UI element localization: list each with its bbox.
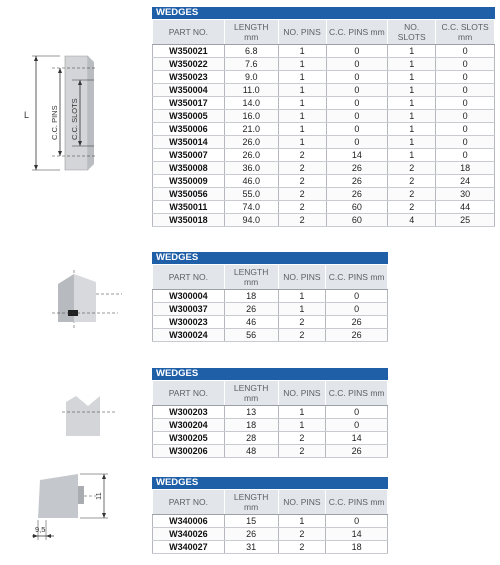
table-cell: 11.0 bbox=[224, 84, 278, 97]
table-row bbox=[153, 541, 388, 554]
table-cell: 1 bbox=[278, 303, 326, 316]
section-title: WEDGES bbox=[152, 7, 495, 19]
column-header: NO. PINS bbox=[278, 381, 326, 406]
table-cell: 0 bbox=[326, 97, 388, 110]
table-row bbox=[153, 303, 388, 316]
table-row bbox=[153, 528, 388, 541]
column-header: LENGTH mm bbox=[224, 20, 278, 45]
table-cell: 26.0 bbox=[224, 149, 278, 162]
table-cell: 14 bbox=[326, 528, 388, 541]
table-cell: 55.0 bbox=[224, 188, 278, 201]
table-cell: 0 bbox=[436, 58, 495, 71]
part-number-cell: W350021 bbox=[153, 45, 225, 58]
height-label: 11 bbox=[94, 492, 103, 500]
table-cell: 14 bbox=[326, 432, 388, 445]
table-cell: 18 bbox=[326, 541, 388, 554]
wedge-drawing-4 bbox=[32, 470, 132, 545]
table-cell: 26 bbox=[326, 316, 388, 329]
table-cell: 0 bbox=[326, 419, 388, 432]
table-cell: 48 bbox=[224, 445, 278, 458]
table-cell: 1 bbox=[278, 110, 326, 123]
data-table bbox=[152, 264, 388, 342]
table-cell: 1 bbox=[278, 515, 326, 528]
part-number-cell: W350022 bbox=[153, 58, 225, 71]
table-cell: 1 bbox=[278, 45, 326, 58]
table-row bbox=[153, 149, 495, 162]
table-row bbox=[153, 175, 495, 188]
table-cell: 26 bbox=[326, 445, 388, 458]
table-cell: 60 bbox=[326, 214, 388, 227]
part-number-cell: W350014 bbox=[153, 136, 225, 149]
table-cell: 0 bbox=[326, 110, 388, 123]
table-cell: 0 bbox=[326, 123, 388, 136]
table-cell: 18 bbox=[224, 419, 278, 432]
table-cell: 2 bbox=[278, 162, 326, 175]
table-header bbox=[153, 490, 388, 515]
table-cell: 2 bbox=[388, 201, 436, 214]
table-cell: 1 bbox=[278, 419, 326, 432]
part-number-cell: W350017 bbox=[153, 97, 225, 110]
table-cell: 1 bbox=[278, 84, 326, 97]
table-cell: 0 bbox=[326, 406, 388, 419]
table-cell: 1 bbox=[278, 71, 326, 84]
table-cell: 0 bbox=[436, 136, 495, 149]
table-cell: 18 bbox=[224, 290, 278, 303]
table-cell: 0 bbox=[326, 58, 388, 71]
table-cell: 44 bbox=[436, 201, 495, 214]
table-row bbox=[153, 290, 388, 303]
cc-pins-label: C.C. PINS bbox=[50, 105, 59, 140]
column-header: LENGTH mm bbox=[224, 490, 278, 515]
table-header bbox=[153, 20, 495, 45]
part-number-cell: W350004 bbox=[153, 84, 225, 97]
table-cell: 1 bbox=[388, 149, 436, 162]
table-row bbox=[153, 188, 495, 201]
table-cell: 30 bbox=[436, 188, 495, 201]
column-header: C.C. PINS mm bbox=[326, 381, 388, 406]
part-number-cell: W350007 bbox=[153, 149, 225, 162]
table-cell: 0 bbox=[326, 45, 388, 58]
table-cell: 1 bbox=[278, 97, 326, 110]
table-cell: 36.0 bbox=[224, 162, 278, 175]
table-cell: 0 bbox=[326, 84, 388, 97]
table-cell: 1 bbox=[278, 58, 326, 71]
table-row bbox=[153, 316, 388, 329]
table-cell: 1 bbox=[388, 136, 436, 149]
table-cell: 26 bbox=[224, 303, 278, 316]
column-header: NO. PINS bbox=[278, 20, 326, 45]
table-cell: 60 bbox=[326, 201, 388, 214]
table-cell: 28 bbox=[224, 432, 278, 445]
table-row bbox=[153, 110, 495, 123]
table-row bbox=[153, 58, 495, 71]
table-row bbox=[153, 162, 495, 175]
table-cell: 0 bbox=[436, 71, 495, 84]
table-cell: 16.0 bbox=[224, 110, 278, 123]
wedges-table-3 bbox=[152, 368, 388, 458]
table-cell: 1 bbox=[278, 290, 326, 303]
wedge-drawing-2 bbox=[48, 266, 128, 336]
table-cell: 0 bbox=[436, 149, 495, 162]
column-header: C.C. PINS mm bbox=[326, 20, 388, 45]
column-header: PART NO. bbox=[153, 20, 225, 45]
table-row bbox=[153, 84, 495, 97]
wedges-table-4 bbox=[152, 477, 388, 554]
table-body bbox=[153, 406, 388, 458]
table-row bbox=[153, 445, 388, 458]
table-cell: 2 bbox=[388, 188, 436, 201]
part-number-cell: W340026 bbox=[153, 528, 225, 541]
part-number-cell: W340006 bbox=[153, 515, 225, 528]
table-row bbox=[153, 123, 495, 136]
table-cell: 26 bbox=[224, 528, 278, 541]
table-cell: 24 bbox=[436, 175, 495, 188]
table-row bbox=[153, 419, 388, 432]
table-cell: 74.0 bbox=[224, 201, 278, 214]
table-cell: 46.0 bbox=[224, 175, 278, 188]
table-cell: 0 bbox=[436, 84, 495, 97]
table-cell: 0 bbox=[326, 290, 388, 303]
data-table bbox=[152, 380, 388, 458]
table-cell: 2 bbox=[278, 528, 326, 541]
table-cell: 0 bbox=[436, 45, 495, 58]
table-row bbox=[153, 515, 388, 528]
table-cell: 0 bbox=[436, 97, 495, 110]
table-cell: 0 bbox=[326, 303, 388, 316]
table-cell: 15 bbox=[224, 515, 278, 528]
wedge-drawing-1 bbox=[20, 48, 120, 178]
table-cell: 1 bbox=[388, 123, 436, 136]
part-number-cell: W300204 bbox=[153, 419, 225, 432]
column-header: C.C. PINS mm bbox=[326, 265, 388, 290]
table-cell: 26 bbox=[326, 188, 388, 201]
table-cell: 1 bbox=[388, 110, 436, 123]
table-row bbox=[153, 45, 495, 58]
table-cell: 2 bbox=[388, 175, 436, 188]
part-number-cell: W300205 bbox=[153, 432, 225, 445]
table-cell: 4 bbox=[388, 214, 436, 227]
table-cell: 2 bbox=[278, 541, 326, 554]
section-title: WEDGES bbox=[152, 252, 388, 264]
table-row bbox=[153, 406, 388, 419]
table-cell: 0 bbox=[436, 123, 495, 136]
table-cell: 0 bbox=[436, 110, 495, 123]
part-number-cell: W350006 bbox=[153, 123, 225, 136]
table-cell: 2 bbox=[278, 149, 326, 162]
table-cell: 1 bbox=[388, 58, 436, 71]
table-cell: 1 bbox=[388, 97, 436, 110]
wedge-drawing-3 bbox=[58, 390, 118, 440]
table-cell: 25 bbox=[436, 214, 495, 227]
table-cell: 46 bbox=[224, 316, 278, 329]
part-number-cell: W300024 bbox=[153, 329, 225, 342]
table-cell: 1 bbox=[388, 84, 436, 97]
table-row bbox=[153, 136, 495, 149]
table-cell: 2 bbox=[278, 329, 326, 342]
table-cell: 26 bbox=[326, 175, 388, 188]
part-number-cell: W300004 bbox=[153, 290, 225, 303]
table-cell: 2 bbox=[278, 188, 326, 201]
table-cell: 2 bbox=[278, 316, 326, 329]
part-number-cell: W350018 bbox=[153, 214, 225, 227]
table-cell: 2 bbox=[278, 175, 326, 188]
table-cell: 26 bbox=[326, 329, 388, 342]
table-header bbox=[153, 381, 388, 406]
table-cell: 0 bbox=[326, 515, 388, 528]
table-cell: 1 bbox=[388, 45, 436, 58]
table-header bbox=[153, 265, 388, 290]
column-header: PART NO. bbox=[153, 490, 225, 515]
wedges-table-1 bbox=[152, 7, 495, 227]
section-title: WEDGES bbox=[152, 477, 388, 489]
table-cell: 56 bbox=[224, 329, 278, 342]
part-number-cell: W300203 bbox=[153, 406, 225, 419]
table-row bbox=[153, 71, 495, 84]
table-cell: 6.8 bbox=[224, 45, 278, 58]
table-row bbox=[153, 97, 495, 110]
table-cell: 1 bbox=[278, 123, 326, 136]
table-cell: 2 bbox=[278, 214, 326, 227]
part-number-cell: W300037 bbox=[153, 303, 225, 316]
part-number-cell: W350056 bbox=[153, 188, 225, 201]
table-body bbox=[153, 290, 388, 342]
column-header: NO. PINS bbox=[278, 265, 326, 290]
data-table bbox=[152, 489, 388, 554]
part-number-cell: W340027 bbox=[153, 541, 225, 554]
table-row bbox=[153, 329, 388, 342]
table-cell: 26.0 bbox=[224, 136, 278, 149]
column-header: C.C. PINS mm bbox=[326, 490, 388, 515]
table-cell: 13 bbox=[224, 406, 278, 419]
table-cell: 1 bbox=[388, 71, 436, 84]
table-cell: 14.0 bbox=[224, 97, 278, 110]
table-cell: 26 bbox=[326, 162, 388, 175]
width-label: 9,5 bbox=[35, 525, 46, 534]
table-row bbox=[153, 214, 495, 227]
table-cell: 31 bbox=[224, 541, 278, 554]
part-number-cell: W350011 bbox=[153, 201, 225, 214]
table-cell: 0 bbox=[326, 136, 388, 149]
column-header: C.C. SLOTS mm bbox=[436, 20, 495, 45]
part-number-cell: W350005 bbox=[153, 110, 225, 123]
table-cell: 2 bbox=[278, 201, 326, 214]
table-cell: 94.0 bbox=[224, 214, 278, 227]
table-cell: 1 bbox=[278, 406, 326, 419]
column-header: PART NO. bbox=[153, 265, 225, 290]
cc-slots-label: C.C. SLOTS bbox=[70, 98, 79, 140]
table-body bbox=[153, 45, 495, 227]
column-header: NO. PINS bbox=[278, 490, 326, 515]
table-cell: 2 bbox=[388, 162, 436, 175]
table-cell: 14 bbox=[326, 149, 388, 162]
data-table bbox=[152, 19, 495, 227]
section-title: WEDGES bbox=[152, 368, 388, 380]
part-number-cell: W350023 bbox=[153, 71, 225, 84]
table-cell: 18 bbox=[436, 162, 495, 175]
table-cell: 2 bbox=[278, 445, 326, 458]
column-header: NO. SLOTS bbox=[388, 20, 436, 45]
table-body bbox=[153, 515, 388, 554]
table-cell: 9.0 bbox=[224, 71, 278, 84]
table-cell: 1 bbox=[278, 136, 326, 149]
column-header: PART NO. bbox=[153, 381, 225, 406]
part-number-cell: W350009 bbox=[153, 175, 225, 188]
part-number-cell: W300023 bbox=[153, 316, 225, 329]
length-label: L bbox=[24, 110, 30, 120]
table-cell: 2 bbox=[278, 432, 326, 445]
table-row bbox=[153, 201, 495, 214]
table-cell: 21.0 bbox=[224, 123, 278, 136]
table-row bbox=[153, 432, 388, 445]
table-cell: 7.6 bbox=[224, 58, 278, 71]
wedges-table-2 bbox=[152, 252, 388, 342]
column-header: LENGTH mm bbox=[224, 265, 278, 290]
column-header: LENGTH mm bbox=[224, 381, 278, 406]
part-number-cell: W350008 bbox=[153, 162, 225, 175]
table-cell: 0 bbox=[326, 71, 388, 84]
part-number-cell: W300206 bbox=[153, 445, 225, 458]
